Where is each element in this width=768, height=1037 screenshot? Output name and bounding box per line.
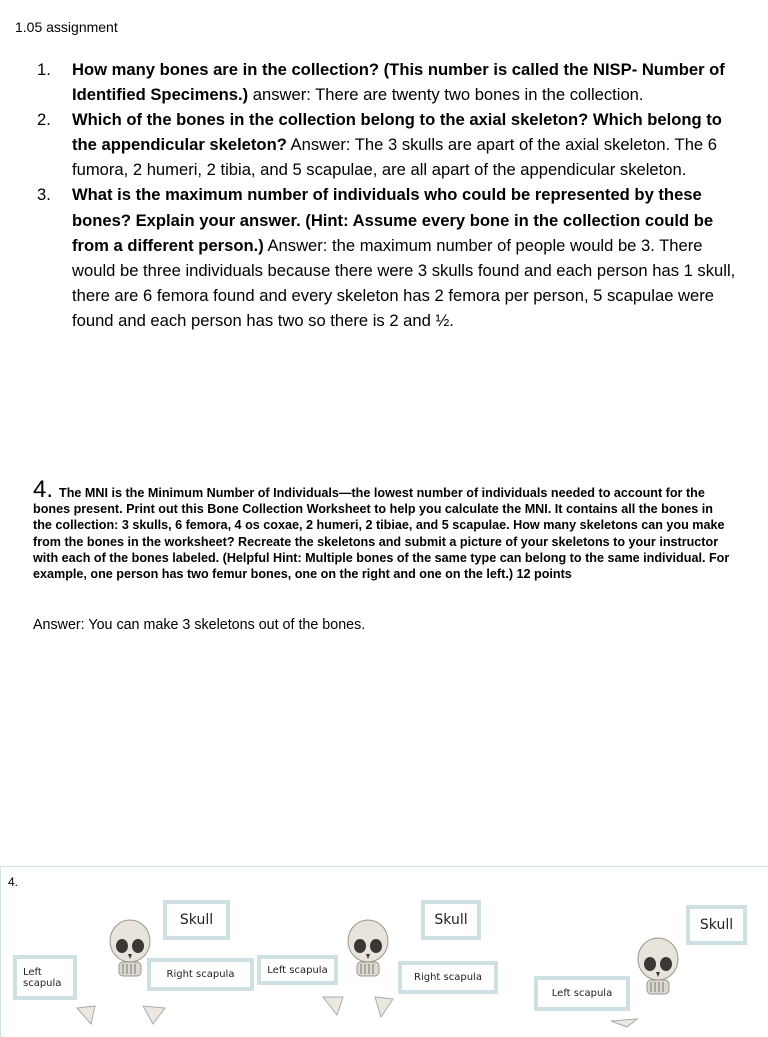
- question-number: 2.: [37, 110, 51, 130]
- question-4-answer: Answer: You can make 3 skeletons out of the bones.: [33, 617, 366, 633]
- skull-label-3: Skull: [686, 905, 747, 945]
- question-number: 1.: [37, 60, 51, 79]
- question-item: [0, 107, 740, 182]
- left-scapula-label-3: Left scapula: [534, 976, 630, 1011]
- skull-label-1: Skull: [163, 900, 230, 940]
- skull-icon: [635, 937, 681, 999]
- scapula-bone-icon: [607, 1017, 647, 1029]
- question-list: [0, 57, 740, 333]
- bone-worksheet-image: [0, 866, 768, 1037]
- worksheet-number: 4.: [8, 875, 19, 889]
- document-title: 1.05 assignment: [15, 19, 118, 35]
- left-scapula-label-2: Left scapula: [257, 955, 338, 985]
- skull-icon: [107, 919, 153, 981]
- skull-label-2: Skull: [421, 900, 481, 940]
- question-item: [0, 182, 740, 333]
- scapula-bone-icon: [73, 1002, 113, 1026]
- answer-text: answer: There are twenty two bones in the collection.: [248, 85, 644, 105]
- right-scapula-label-2: Right scapula: [398, 961, 498, 994]
- question-text: How many bones are in the collection? (This number is called the NISP- Number of Identified Specimens.): [72, 60, 725, 105]
- skull-icon: [345, 919, 391, 981]
- answer-text: Answer: The 3 skulls are apart of the axial skeleton. The 6 fumora, 2 humeri, 2 tibia, and 5 scapulae, are all apart of the appendicular skeleton.: [72, 135, 717, 180]
- question-4: [33, 476, 733, 582]
- question-number: 3.: [37, 185, 51, 205]
- right-scapula-label-1: Right scapula: [147, 958, 254, 991]
- scapula-bone-icon: [319, 993, 399, 1023]
- question-text: Which of the bones in the collection belong to the axial skeleton? Which belong to the appendicular skeleton?: [72, 110, 722, 155]
- question-item: [0, 57, 740, 107]
- left-scapula-label-1: Left scapula: [13, 955, 77, 1000]
- question-text: What is the maximum number of individuals who could be represented by these bones? Explain your answer. (Hint: Assume every bone in the collection could be from a different person.): [72, 185, 714, 255]
- question-4-number: 4.: [33, 476, 54, 503]
- answer-text: Answer: the maximum number of people would be 3. There would be three individuals because there were 3 skulls found and each person has 1 skull, there are 6 femora found and every skeleton has 2 femora per person, 5 scapulae were found and each person has two so there is 2 and ½.: [72, 235, 736, 330]
- scapula-bone-icon: [139, 1002, 179, 1026]
- question-4-text: The MNI is the Minimum Number of Individuals—the lowest number of individuals needed to account for the bones present. Print out this Bone Collection Worksheet to help you calculate the MNI. It contains all the bones in the collection: 3 skulls, 6 femora, 4 os coxae, 2 humeri, 2 tibiae, and 5 scapulae. How many skeletons can you make from the bones in the worksheet? Recreate the skeletons and submit a picture of your skeletons to your instructor with each of the bones labeled. (Helpful Hint: Multiple bones of the same type can belong to the same individual. For example, one person has two femur bones, one on the right and one on the left.) 12 points: [33, 486, 730, 582]
